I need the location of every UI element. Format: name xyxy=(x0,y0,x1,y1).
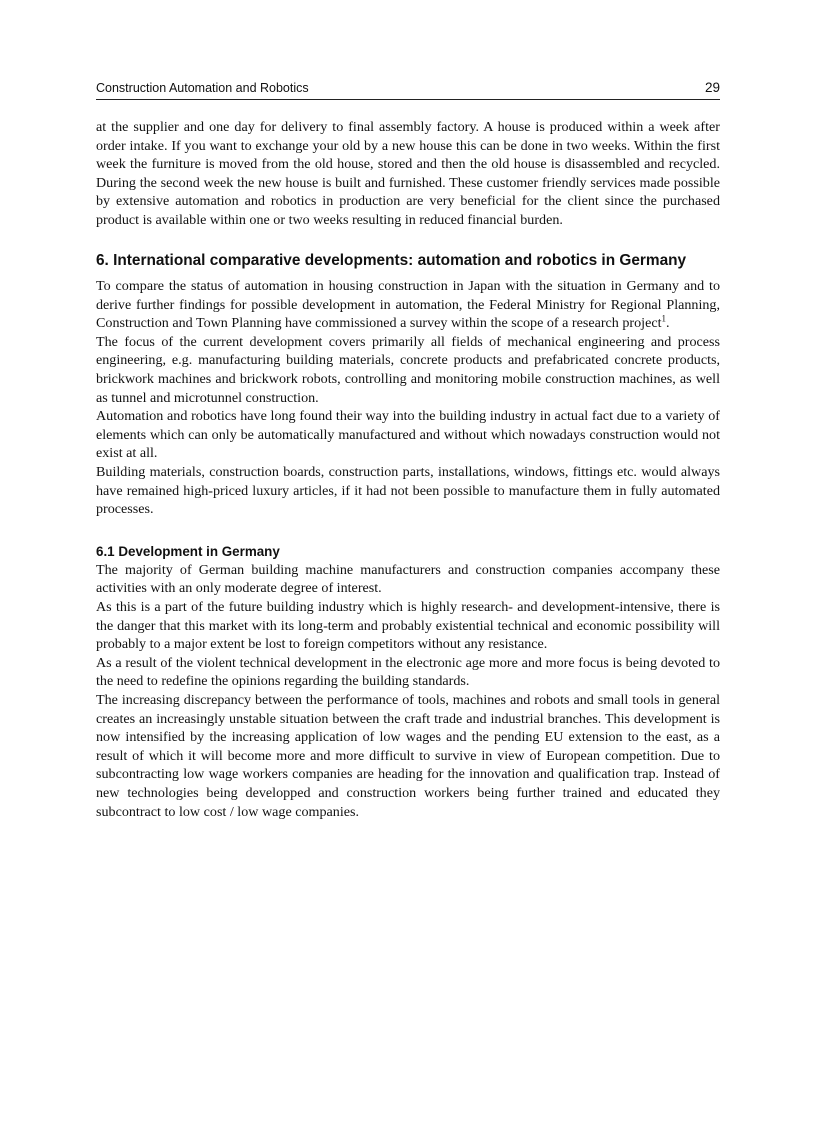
page-number: 29 xyxy=(704,80,720,95)
section-6-paragraph-1 xyxy=(96,277,720,333)
section-6-1-paragraph-1: The majority of German building machine manufacturers and construction companies accompany these activities with an only moderate degree of interest. xyxy=(96,561,720,597)
section-6-1-paragraph-2: As this is a part of the future building industry which is highly research- and development-intensive, there is the danger that this market with its long-term and probably existential technical and economic possibility will probably to a major extent be lost to foreign competitors without any resistance. xyxy=(96,598,720,653)
running-header-title: Construction Automation and Robotics xyxy=(96,81,309,95)
section-6-paragraph-1-text: To compare the status of automation in housing construction in Japan with the situation in Germany and to derive further findings for possible development in automation, the Federal Ministry for Regional Planning, Construction and Town Planning have commissioned a survey within the scope of a research project xyxy=(96,278,720,332)
section-6-1-heading: 6.1 Development in Germany xyxy=(96,543,280,559)
section-6-1-paragraph-3: As a result of the violent technical development in the electronic age more and more focus is being devoted to the need to redefine the opinions regarding the building standards. xyxy=(96,654,720,690)
section-6-paragraph-3: Automation and robotics have long found their way into the building industry in actual fact due to a variety of elements which can only be automatically manufactured and without which nowadays construction would not exist at all. xyxy=(96,408,720,462)
section-6-1-paragraph-4: The increasing discrepancy between the performance of tools, machines and robots and small tools in general creates an increasingly unstable situation between the craft trade and industrial branches. This development is now intensified by the increasing application of low wages and the pending EU extension to the east, as a result of which it will become more and more difficult to survive in view of European competition. Due to subcontracting low wage workers companies are heading for the innovation and qualification trap. Instead of new technologies being developped and construction workers being further trained and educated they subcontract to low cost / low wage companies. xyxy=(96,691,720,820)
section-6-paragraph-1-end: . xyxy=(666,315,670,332)
section-6-paragraph-4: Building materials, construction boards, construction parts, installations, windows, fittings etc. would always have remained high-priced luxury articles, if it had not been possible to manufacture them in fully automated processes. xyxy=(96,464,720,518)
footnote-marker: 1 xyxy=(661,313,666,324)
section-6-heading: 6. International comparative developments: automation and robotics in Germany xyxy=(96,251,687,269)
intro-paragraph: at the supplier and one day for delivery to final assembly factory. A house is produced within a week after order intake. If you want to exchange your old by a new house this can be done in two weeks. Within the first week the furniture is moved from the old house, stored and then the old house is disassembled and recycled. During the second week the new house is built and furnished. These customer friendly services made possible by extensive automation and robotics in production are very beneficial for the client since the purchased product is available within one or two weeks resulting in reduced financial burden. xyxy=(96,119,720,228)
section-6-paragraph-2: The focus of the current development covers primarily all fields of mechanical engineering and process engineering, e.g. manufacturing building materials, concrete products and prefabricated concrete products, brickwork machines and brickwork robots, controlling and monitoring mobile construction machines, as well as tunnel and microtunnel construction. xyxy=(96,333,720,406)
body-text xyxy=(96,118,720,821)
running-header xyxy=(96,80,720,100)
